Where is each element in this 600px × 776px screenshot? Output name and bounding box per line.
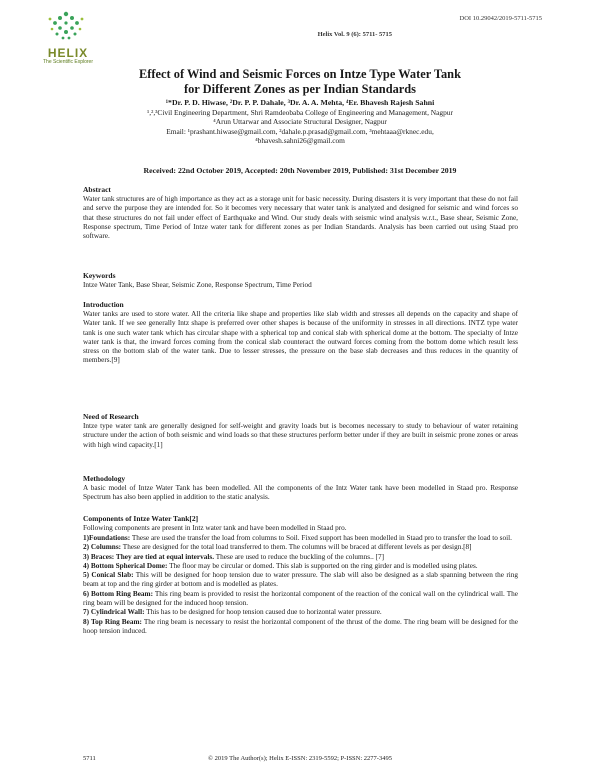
component-label: 8) Top Ring Beam: [83,617,142,626]
affiliation-2: ⁴Arun Uttarwar and Associate Structural Designer, Nagpur [213,117,387,127]
doi-label: DOI 10.29042/2019-5711-5715 [459,15,542,22]
component-item [83,562,518,571]
journal-logo [30,10,102,70]
journal-volume-line: Helix Vol. 9 (6): 5711- 5715 [317,31,392,38]
component-label: 1)Foundations: [83,534,131,542]
affiliation-1: ¹,²,³Civil Engineering Department, Shri Ramdeobaba College of Engineering and Management, Nagpur [147,108,453,117]
copyright-line: © 2019 The Author(s); Helix E-ISSN: 2319-5592; P-ISSN: 2277-3495 [208,755,392,762]
component-item [83,618,518,637]
author-list: ¹*Dr. P. D. Hiwase, ²Dr. P. P. Dahale, ³Dr. A. A. Mehta, ⁴Er. Bhavesh Rajesh Sahni [165,98,435,107]
methodology-heading: Methodology [83,474,126,483]
component-item [83,534,518,543]
component-text: The floor may be circular or domed. This slab is supported on the ring girder and is modelled using plates. [169,561,478,570]
component-text: This will be designed for hoop tension due to water pressure. The slab will also be designed as a slab spanning between the ring beam at top and the ring girder at bottom and is modelled as plates. [83,571,519,589]
introduction-heading: Introduction [83,300,124,309]
paper-title [0,67,600,97]
component-item [83,553,518,562]
component-item [83,590,518,609]
components-heading: Components of Intze Water Tank[2] [83,514,199,523]
page-number: 5711 [83,755,96,762]
component-item [83,608,518,617]
helix-logo-icon [30,10,102,50]
title-line-1: Effect of Wind and Seismic Forces on Intze Type Water Tank [139,67,461,81]
component-label: 4) Bottom Spherical Dome: [83,561,168,570]
component-item [83,571,518,590]
email-line-2: ⁴bhavesh.sahni26@gmail.com [255,136,345,146]
affiliations [0,108,600,146]
component-item [83,543,518,552]
component-text: This has to be designed for hoop tension caused due to horizontal water pressure. [146,608,382,617]
component-text: These are used the transfer the load from columns to Soil. Fixed support has been modelled in Staad pro to transfer the load to soil. [131,534,512,542]
keywords-text: Intze Water Tank, Base Shear, Seismic Zone, Response Spectrum, Time Period [83,281,312,289]
need-heading: Need of Research [83,412,139,421]
component-text: This ring beam is provided to resist the horizontal component of the reaction of the conical wall on the cylindrical wall. The ring beam will be designed for the induced hoop tension. [83,589,518,608]
component-label: 6) Bottom Ring Beam: [83,589,153,598]
component-label: 7) Cylindrical Wall: [83,608,145,617]
component-label: 2) Columns: [83,543,122,552]
component-text: The ring beam is necessary to resist the horizontal component of the thrust of the dome. The ring beam will be designed for the hoop tension induced. [83,617,518,635]
abstract-heading: Abstract [83,185,111,194]
introduction-text: Water tanks are used to store water. All the criteria like shape and properties like slab width and stresses all depends on the capacity and shape of Water tank. If we see generally Intz shape is preferred over other shapes is because of the uniformity in stresses in all directions. INTZ type water tank is one such water tank which has circular shape with a spherical top and conical slab with spherical dome at the bottom. The specialty of Intze water tank is that, the inward forces coming from the conical slab counteract the outward forces coming from the bottom dome which result less stress on the bottom slab of the water tank. Due to lesser stresses, the pressure on the base slab decreases and thus reduces in the quantity of members.[9] [83,310,518,365]
need-text: Intze type water tank are generally designed for self-weight and gravity loads but is becomes necessary to study to behaviour of water retaining structure under the action of both seismic and wind loads so that these structures perform better under if they are built in seismic prone zones or areas with high wind capacity.[1] [83,422,518,449]
component-label: 3) Braces: They are tied at equal intervals. [83,552,215,561]
logo-wordmark: HELIX [47,46,89,60]
keywords-heading: Keywords [83,271,116,280]
component-text: These are designed for the total load transferred to them. The columns will be braced at different levels as per design.[8] [122,543,472,552]
component-label: 5) Conical Slab: [83,571,134,580]
abstract-text: Water tank structures are of high importance as they act as a storage unit for basic necessity. During disasters it is very important that these do not fail and serve the purpose they are intended for. So it becomes very necessary that water tank is analyzed and designed for seismic and wind forces so that these structures do not fail under effect of Earthquake and Wind. Our study deals with seismic wind analysis w.r.t., Base shear, Seismic Zone, Response spectrum, Time Period of Intze water tank for different zones as per Indian Standards. Analysis has been carried out using Staad pro software. [83,195,518,241]
title-line-2: for Different Zones as per Indian Standards [183,82,416,96]
component-text: These are used to reduce the buckling of the columns.. [7] [215,552,385,561]
logo-tagline: The Scientific Explorer [42,59,94,65]
received-dates: Received: 22nd October 2019, Accepted: 20th November 2019, Published: 31st December 2019 [143,166,457,175]
methodology-text: A basic model of Intze Water Tank has been modelled. All the components of the Intz Water tank have been modelled in Staad pro. Response Spectrum has also been applied in addition to the static analysis. [83,484,518,502]
components-list [83,534,518,636]
email-line-1: Email: ¹prashant.hiwase@gmail.com, ²dahale.p.prasad@gmail.com, ³mehtaaa@rknec.edu, [166,126,434,136]
components-intro: Following components are present in Intz water tank and have been modelled in Staad pro. [83,524,347,532]
